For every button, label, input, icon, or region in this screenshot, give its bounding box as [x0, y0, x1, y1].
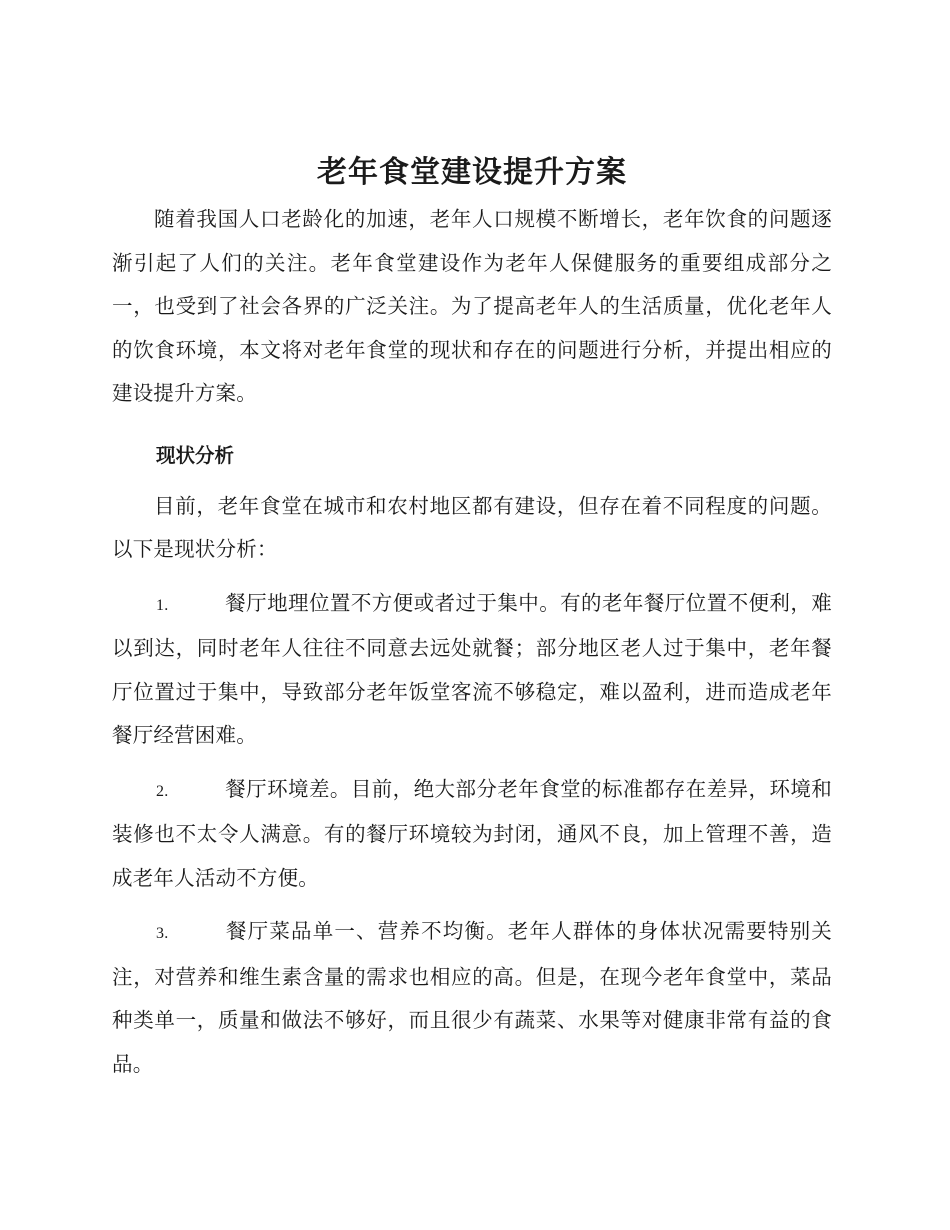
list-item-text: 餐厅环境差。目前，绝大部分老年食堂的标准都存在差异，环境和装修也不太令人满意。有的餐厅环境较为封闭，通风不良，加上管理不善，造成老年人活动不方便。 [112, 776, 832, 890]
list-item [112, 768, 832, 901]
list-item-number: 1. [156, 596, 169, 614]
list-item-number: 3. [156, 925, 169, 942]
list-item-text: 餐厅菜品单一、营养不均衡。老年人群体的身体状况需要特别关注，对营养和维生素含量的需求也相应的高。但是，在现今老年食堂中，菜品种类单一，质量和做法不够好，而且很少有蔬菜、水果等对健康非常有益的食品。 [112, 919, 832, 1076]
list-item [112, 582, 832, 758]
list-item-text: 餐厅地理位置不方便或者过于集中。有的老年餐厅位置不便利，难以到达，同时老年人往往不同意去远处就餐；部分地区老人过于集中，老年餐厅位置过于集中，导致部分老年饭堂客流不够稳定，难以盈利，进而造成老年餐厅经营困难。 [112, 590, 832, 747]
intro-paragraph: 随着我国人口老龄化的加速，老年人口规模不断增长，老年饮食的问题逐渐引起了人们的关注。老年食堂建设作为老年人保健服务的重要组成部分之一，也受到了社会各界的广泛关注。为了提高老年人的生活质量，优化老年人的饮食环境，本文将对老年食堂的现状和存在的问题进行分析，并提出相应的建设提升方案。 [112, 207, 832, 405]
list-item [112, 910, 832, 1086]
section-intro-paragraph: 目前，老年食堂在城市和农村地区都有建设，但存在着不同程度的问题。以下是现状分析： [112, 493, 832, 561]
document-title: 老年食堂建设提升方案 [317, 155, 627, 190]
section-heading: 现状分析 [156, 443, 235, 467]
document-page [112, 150, 832, 1086]
list-item-number: 2. [156, 782, 169, 800]
